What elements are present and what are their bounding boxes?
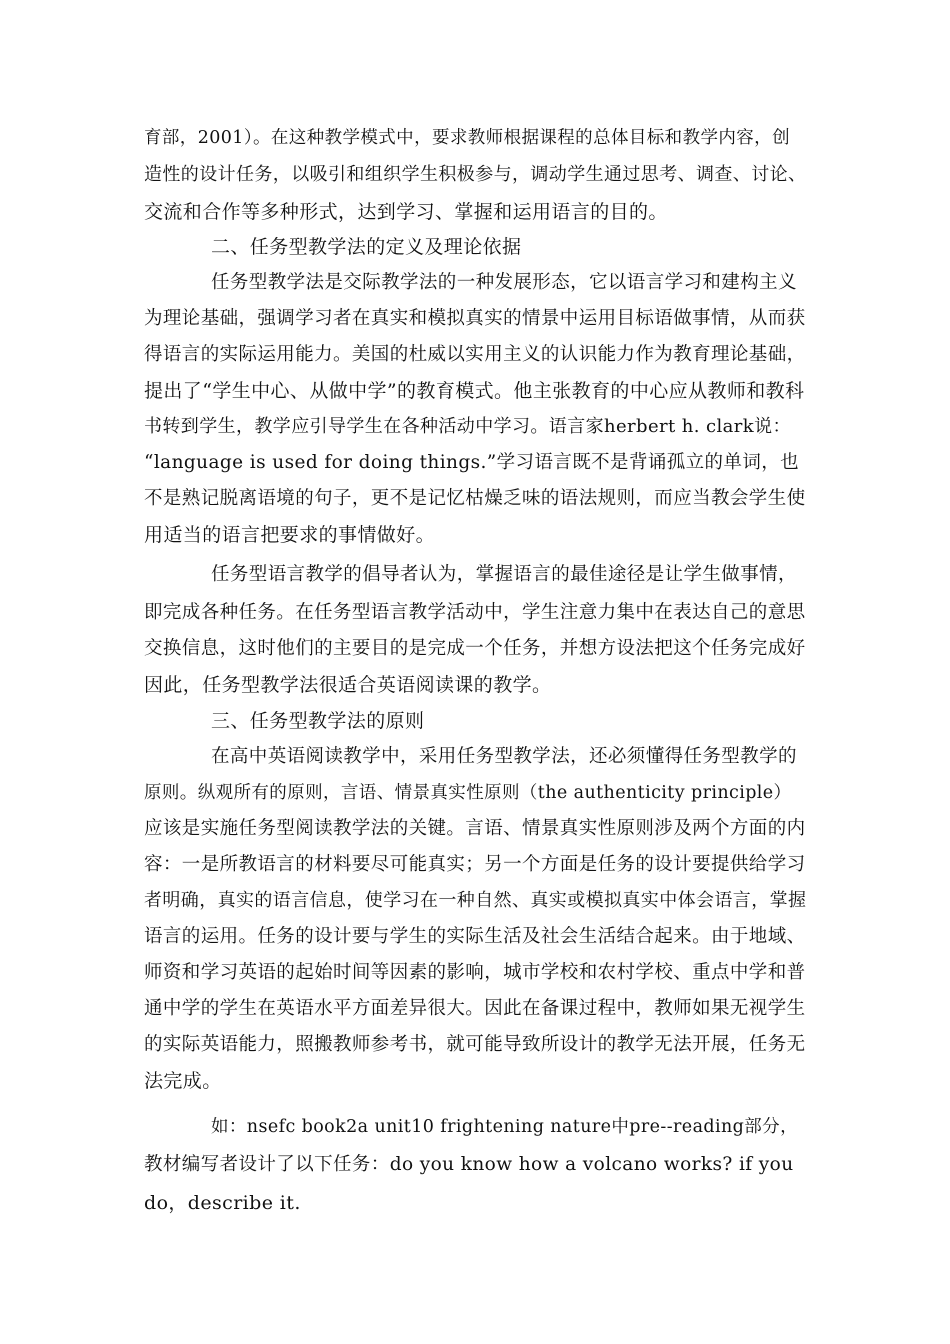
- text-line: 得语言的实际运用能力。美国的杜威以实用主义的认识能力作为教育理论基础，: [144, 344, 806, 365]
- text-line: 书转到学生，教学应引导学生在各种活动中学习。语言家herbert h. clark说：: [144, 416, 791, 437]
- text-line: 教材编写者设计了以下任务：do you know how a volcano works? if you: [144, 1154, 794, 1175]
- text-line: 育部，2001）。在这种教学模式中，要求教师根据课程的总体目标和教学内容，创: [144, 128, 790, 148]
- text-line: 如：nsefc book2a unit10 frightening nature中pre--reading部分，: [211, 1117, 798, 1137]
- text-line: 通中学的学生在英语水平方面差异很大。因此在备课过程中，教师如果无视学生: [144, 998, 806, 1019]
- text-line: 应该是实施任务型阅读教学法的关键。言语、情景真实性原则涉及两个方面的内: [144, 818, 806, 839]
- text-line: 师资和学习英语的起始时间等因素的影响，城市学校和农村学校、重点中学和普: [144, 962, 806, 983]
- text-line: “language is used for doing things.”学习语言既不是背诵孤立的单词，也: [144, 452, 800, 473]
- text-line: 者明确，真实的语言信息，使学习在一种自然、真实或模拟真实中体会语言，掌握: [144, 890, 807, 911]
- text-line: 在高中英语阅读教学中，采用任务型教学法，还必须懂得任务型教学的: [211, 746, 797, 767]
- text-line: 容：一是所教语言的材料要尽可能真实；另一个方面是任务的设计要提供给学习: [144, 854, 806, 875]
- section-heading: 二、任务型教学法的定义及理论依据: [211, 236, 522, 258]
- text-line: 因此，任务型教学法很适合英语阅读课的教学。: [144, 674, 552, 696]
- text-line: 任务型语言教学的倡导者认为，掌握语言的最佳途径是让学生做事情，: [211, 564, 797, 585]
- text-line: do，describe it.: [144, 1192, 301, 1214]
- text-line: 交换信息，这时他们的主要目的是完成一个任务，并想方设法把这个任务完成好: [144, 638, 806, 659]
- text-line: 不是熟记脱离语境的句子，更不是记忆枯燥乏味的语法规则，而应当教会学生使: [144, 488, 806, 509]
- text-line: 法完成。: [144, 1070, 222, 1092]
- text-line: 语言的运用。任务的设计要与学生的实际生活及社会生活结合起来。由于地域、: [144, 926, 806, 947]
- section-heading: 三、任务型教学法的原则: [211, 710, 425, 732]
- text-line: 造性的设计任务，以吸引和组织学生积极参与，调动学生通过思考、调查、讨论、: [144, 164, 807, 185]
- text-line: 原则。纵观所有的原则，言语、情景真实性原则（the authenticity principle）: [144, 783, 792, 803]
- text-line: 为理论基础，强调学习者在真实和模拟真实的情景中运用目标语做事情，从而获: [144, 308, 806, 329]
- text-line: 即完成各种任务。在任务型语言教学活动中，学生注意力集中在表达自己的意思: [144, 602, 806, 623]
- text-line: 用适当的语言把要求的事情做好。: [144, 524, 436, 546]
- text-line: 任务型教学法是交际教学法的一种发展形态，它以语言学习和建构主义: [211, 272, 797, 293]
- text-line: 交流和合作等多种形式，达到学习、掌握和运用语言的目的。: [144, 201, 668, 223]
- text-line: 提出了“学生中心、从做中学”的教育模式。他主张教育的中心应从教师和教科: [144, 380, 805, 402]
- text-line: 的实际英语能力，照搬教师参考书，就可能导致所设计的教学无法开展，任务无: [144, 1034, 806, 1055]
